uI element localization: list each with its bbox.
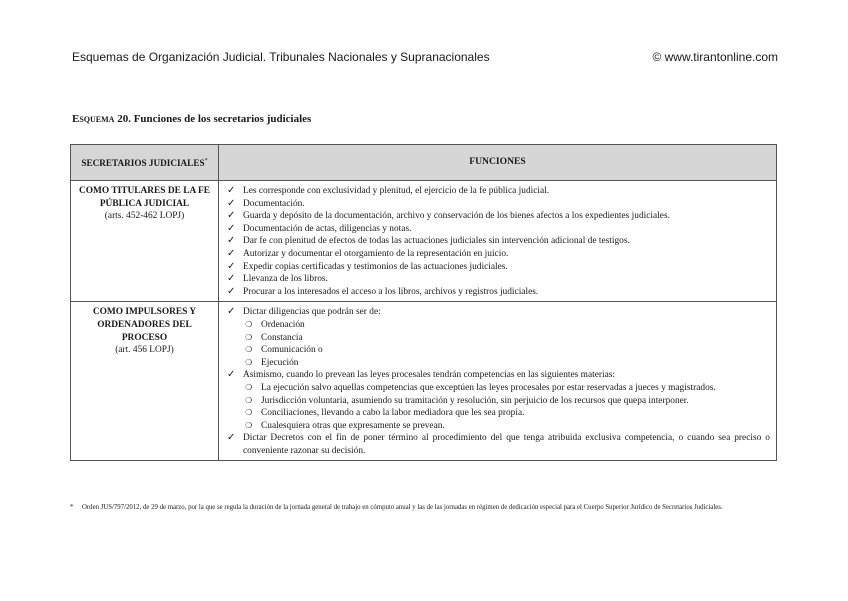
list-item-text: Autorizar y documentar el otorgamiento de la representación en juicio. (243, 248, 509, 259)
check-icon: ✓ (227, 273, 236, 285)
list-item-text: Procurar a los interesados el acceso a los libros, archivos y registros judiciales. (243, 286, 539, 297)
list-item (227, 261, 770, 274)
sub-list (243, 319, 770, 369)
circle-bullet-icon: ❍ (245, 332, 253, 342)
check-icon: ✓ (227, 222, 236, 234)
list-item-text: Documentación. (243, 198, 305, 209)
functions-list (227, 306, 770, 457)
list-item-text: Documentación de actas, diligencias y notas. (243, 223, 412, 234)
list-item (227, 185, 770, 198)
circle-bullet-icon: ❍ (245, 420, 253, 430)
list-item (227, 273, 770, 286)
row-functions-cell (219, 302, 777, 461)
sub-list-item-text: Ordenación (261, 319, 305, 330)
sub-list-item (243, 332, 770, 345)
list-item (227, 223, 770, 236)
sub-list-item (243, 420, 770, 433)
circle-bullet-icon: ❍ (245, 395, 253, 405)
check-icon: ✓ (227, 210, 236, 222)
sub-list-item (243, 395, 770, 408)
sub-list-item-text: Ejecución (261, 357, 299, 368)
row-heading-cell (71, 302, 219, 461)
sub-list-item-text: La ejecución salvo aquellas competencias que exceptúen las leyes procesales por estar reservadas a jueces y magistrados. (261, 382, 716, 393)
check-icon: ✓ (227, 285, 236, 297)
sub-list-item (243, 344, 770, 357)
sub-list-item-text: Jurisdicción voluntaria, asumiendo su tramitación y resolución, sin perjuicio de los recursos que quepa interponer. (261, 395, 689, 406)
list-item (227, 235, 770, 248)
check-icon: ✓ (227, 260, 236, 272)
sub-list (243, 382, 770, 432)
list-item (227, 306, 770, 369)
table-header-row (71, 145, 777, 181)
list-item (227, 198, 770, 211)
list-item (227, 248, 770, 261)
sub-list-item (243, 357, 770, 370)
footnote-text: Orden JUS/797/2012, de 29 de marzo, por la que se regula la duración de la jornada general de trabajo en cómputo anual y las de las jornadas en régimen de dedicación especial para el Cuerpo Superior Jurídico de Secretarios Judiciales. (82, 504, 723, 511)
table-row (71, 181, 777, 302)
scheme-title-text: 20. Funciones de los secretarios judiciales (117, 113, 312, 125)
list-item-text: Asimismo, cuando lo prevean las leyes procesales tendrán competencias en las siguientes materias: (243, 370, 616, 381)
list-item-text: Dar fe con plenitud de efectos de todas las actuaciones judiciales sin intervención adicional de testigos. (243, 236, 630, 247)
row-ref: (arts. 452-462 LOPJ) (104, 211, 185, 222)
list-item-text: Dictar Decretos con el fin de poner término al procedimiento del que tenga atribuida exclusiva competencia, o cuando sea preciso o conveniente razonar su decisión. (243, 433, 770, 456)
list-item-text: Llevanza de los libros. (243, 274, 328, 285)
row-heading-cell (71, 181, 219, 302)
col-header-secretarios (71, 145, 219, 181)
check-icon: ✓ (227, 432, 236, 444)
circle-bullet-icon: ❍ (245, 382, 253, 392)
scheme-title (72, 113, 311, 125)
sub-list-item-text: Cualesquiera otras que expresamente se prevean. (261, 420, 445, 431)
list-item (227, 210, 770, 223)
list-item (227, 286, 770, 299)
row-ref: (art. 456 LOPJ) (115, 345, 174, 356)
list-item (227, 369, 770, 432)
sub-list-item-text: Constancia (261, 332, 303, 343)
footnote-star: * (70, 504, 74, 511)
circle-bullet-icon: ❍ (245, 345, 253, 355)
list-item-text: Expedir copias certificadas y testimonios de las actuaciones judiciales. (243, 261, 508, 272)
sub-list-item-text: Comunicación o (261, 345, 323, 356)
row-heading: COMO IMPULSORES Y ORDENADORES DEL PROCESO (92, 307, 197, 343)
functions-table (70, 144, 777, 461)
footnote (70, 503, 778, 512)
row-heading: COMO TITULARES DE LA FE PÚBLICA JUDICIAL (78, 186, 211, 209)
running-header-title: Esquemas de Organización Judicial. Tribunales Nacionales y Supranacionales (72, 50, 490, 64)
table-row (71, 302, 777, 461)
circle-bullet-icon: ❍ (245, 357, 253, 367)
footnote-marker: * (204, 157, 208, 164)
circle-bullet-icon: ❍ (245, 319, 253, 329)
check-icon: ✓ (227, 197, 236, 209)
col-header-funciones: FUNCIONES (219, 145, 777, 181)
sub-list-item-text: Conciliaciones, llevando a cabo la labor mediadora que les sea propia. (261, 408, 525, 419)
check-icon: ✓ (227, 185, 236, 196)
list-item (227, 432, 770, 457)
functions-list (227, 185, 770, 298)
check-icon: ✓ (227, 247, 236, 259)
col-header-secretarios-label: SECRETARIOS JUDICIALES (81, 158, 205, 169)
sub-list-item (243, 319, 770, 332)
check-icon: ✓ (227, 369, 236, 381)
row-functions-cell (219, 181, 777, 302)
check-icon: ✓ (227, 235, 236, 247)
list-item-text: Guarda y depósito de la documentación, archivo y conservación de los bienes afectos a los expedientes judiciales. (243, 211, 670, 222)
list-item-text: Les corresponde con exclusividad y plenitud, el ejercicio de la fe pública judicial. (243, 186, 550, 196)
circle-bullet-icon: ❍ (245, 408, 253, 418)
list-item-text: Dictar diligencias que podrán ser de: (243, 307, 381, 318)
scheme-title-prefix: Esquema (72, 113, 115, 125)
check-icon: ✓ (227, 306, 236, 318)
sub-list-item (243, 407, 770, 420)
running-header-copyright: © www.tirantonline.com (652, 50, 778, 64)
sub-list-item (243, 382, 770, 395)
